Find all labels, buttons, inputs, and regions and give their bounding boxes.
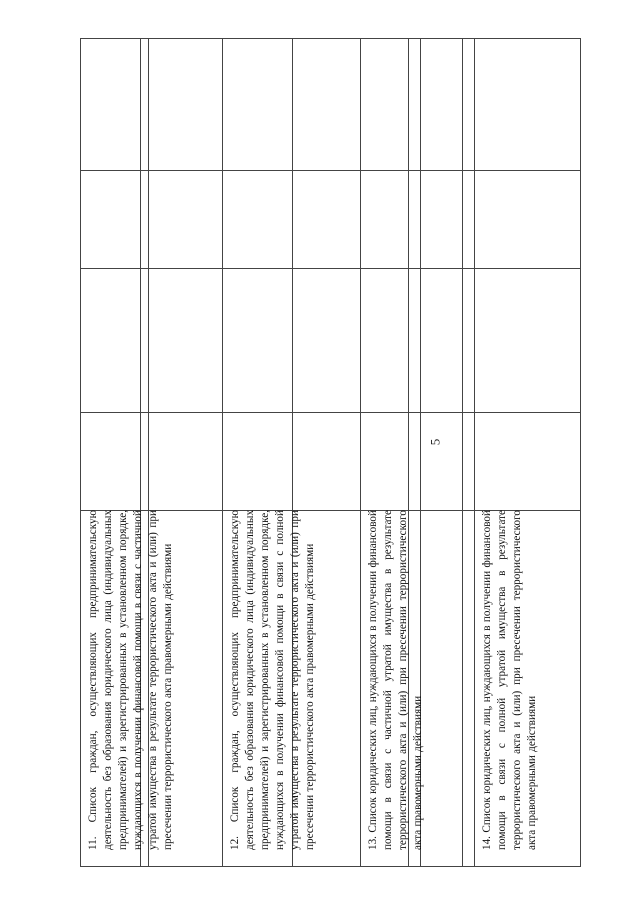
grid-line [580, 38, 581, 867]
grid-line [462, 38, 463, 867]
grid-line [80, 866, 580, 867]
grid-line [222, 38, 223, 867]
grid-line [474, 38, 475, 867]
table-row-14-text: 14. Список юридических лиц, нуждающихся в получении финансовой помощи в связи с полной утратой имущества в результате террористического акта и (или) при пресечении террористического акта правомерными действиями [481, 510, 538, 850]
grid-line [80, 412, 580, 413]
grid-line [80, 268, 580, 269]
page-number: 5 [427, 438, 443, 446]
grid-line [360, 38, 361, 867]
grid-line [80, 170, 580, 171]
grid-line [80, 38, 81, 867]
table-row-11-text: 11. Список граждан, осуществляющих предпринимательскую деятельность без образования юридического лица (индивидуальных предпринимателей) и зарегистрированных в установленном порядке, нуждающихся в получении финансовой помощи в связи с частичной утратой имущества в результате террористического акта и (или) при пресечении террористического акта правомерными действиями [87, 510, 174, 850]
table-row-13-text: 13. Список юридических лиц, нуждающихся в получении финансовой помощи в связи с частичной утратой имущества в результате террористического акта и (или) при пресечении террористического акта правомерными действиями [367, 510, 424, 850]
grid-line [80, 38, 580, 39]
table-row-12-text: 12. Список граждан, осуществляющих предпринимательскую деятельность без образования юридического лица (индивидуальных предпринимателей) и зарегистрированных в установленном порядке, нуждающихся в получении финансовой помощи в связи с полной утратой имущества в результате террористического акта и (или) при пресечении террористического акта правомерными действиями [229, 510, 316, 850]
